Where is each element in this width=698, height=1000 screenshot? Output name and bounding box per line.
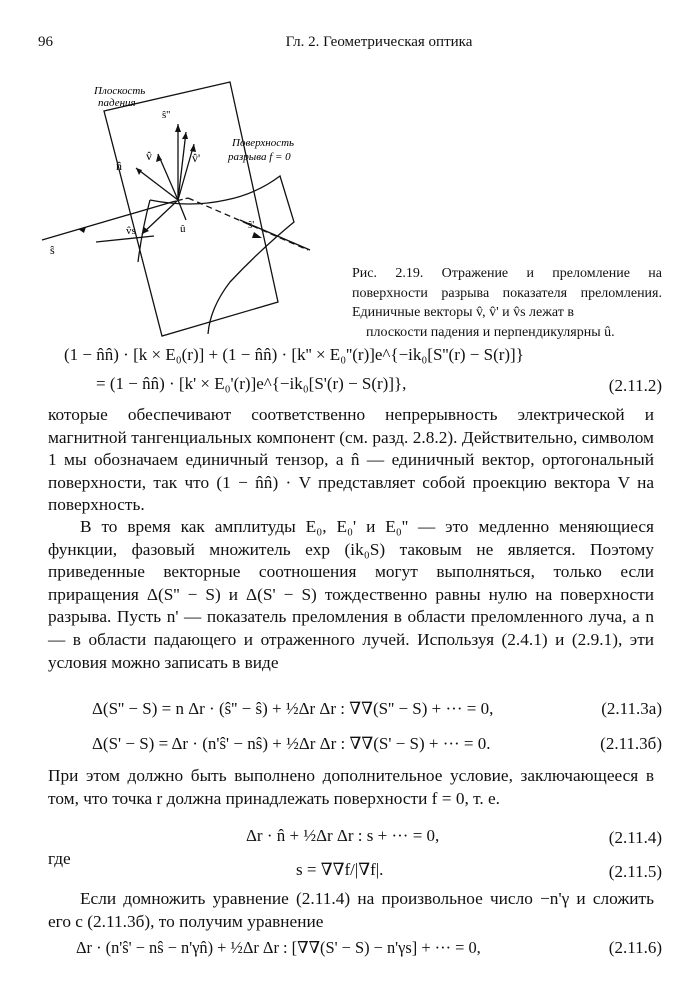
equation-number-2-11-4: (2.11.4) [608,828,662,847]
figure-reflection-refraction [30,72,350,352]
equation-number-2-11-2: (2.11.2) [608,376,662,395]
label-plane-1: Плоскость [94,85,146,97]
running-title: Гл. 2. Геометрическая оптика [285,34,473,50]
label-s-double-prime: ŝ'' [162,109,171,121]
paragraph-2: В то время как амплитуды E₀, E₀' и E₀'' — это медленно меняющиеся функции, фазовый множитель exp (ik₀S) таковым не является. Поэтому приведенные векторные соотношения могут выполняться, только если приращения Δ(S'' − S) и Δ(S' − S) тождественно равны нулю на поверхности разрыва. Пусть n' — показатель преломления в области преломленного луча, а n — в области падающего и отраженного лучей. Используя (2.4.1) и (2.9.1), эти условия можно записать в виде [48,517,654,672]
equation-number-2-11-3b: (2.11.3б) [600,734,662,753]
caption-text: Рис. 2.19. Отражение и преломление на поверхности разрыва показателя преломления. Единичные векторы v̂, v̂' и v̂s лежат в [352,266,662,320]
label-v: v̂ [146,149,152,163]
plane-of-incidence [104,82,278,336]
label-plane-2: падения [98,97,136,109]
label-surface-2: разрыва f = 0 [228,151,291,163]
equation-2-11-2-line1: (1 − n̂n̂) · [k × E₀(r)] + (1 − n̂n̂) · [k'' × E₀''(r)]e^{−ik₀[S''(r) − S(r)]} [64,345,524,364]
discontinuity-surface [150,176,294,334]
equation-2-11-5: s = ∇∇f/|∇f|. [296,860,384,879]
label-v-prime: v̂' [192,151,201,165]
paragraph-5: Если домножить уравнение (2.11.4) на произвольное число −n'γ и сложить его с (2.11.3б), то получим уравнение [48,889,654,931]
u-vector [178,200,186,220]
label-s: ŝ [50,243,55,257]
incident-ray [42,202,172,240]
equation-2-11-4: Δr · n̂ + ½Δr Δr : s + ··· = 0, [246,826,440,845]
page-number: 96 [38,34,53,50]
caption-last-line: плоскости падения и перпендикулярны û. [366,324,615,340]
equation-number-2-11-6: (2.11.6) [608,938,662,957]
paragraph-3: При этом должно быть выполнено дополнительное условие, заключающееся в том, что точка r должна принадлежать поверхности f = 0, т. е. [48,766,654,808]
paragraph-1: которые обеспечивают соответственно непрерывность электрической и магнитной тангенциальных компонент (см. разд. 2.8.2). Действительно, символом 1 мы обозначаем единичный тензор, а n̂ — единичный вектор, ортогональный поверхности, так что (1 − n̂n̂) · V представляет собой проекцию вектора V на поверхность. [48,405,654,515]
equation-2-11-3b: Δ(S' − S) = Δr · (n'ŝ' − nŝ) + ½Δr Δr : ∇∇(S' − S) + ··· = 0. [92,734,491,753]
label-s-prime: ŝ' [248,219,255,231]
equation-2-11-6: Δr · (n'ŝ' − nŝ − n'γn̂) + ½Δr Δr : [∇∇(S' − S) − n'γs] + ··· = 0, [76,938,481,957]
figure-caption [352,264,662,342]
label-vs: v̂s [126,225,136,237]
equation-2-11-3a: Δ(S'' − S) = n Δr · (ŝ'' − ŝ) + ½Δr Δr : ∇∇(S'' − S) + ··· = 0, [92,699,494,718]
equation-number-2-11-5: (2.11.5) [608,862,662,881]
equation-number-2-11-3a: (2.11.3а) [601,699,662,718]
label-surface-1: Поверхность [232,137,295,149]
paragraph-4: где [48,849,71,868]
label-u: û [180,223,186,235]
label-n: n̂ [116,159,122,173]
equation-2-11-2-line2: = (1 − n̂n̂) · [k' × E₀'(r)]e^{−ik₀[S'(r) − S(r)]}, [96,374,407,393]
